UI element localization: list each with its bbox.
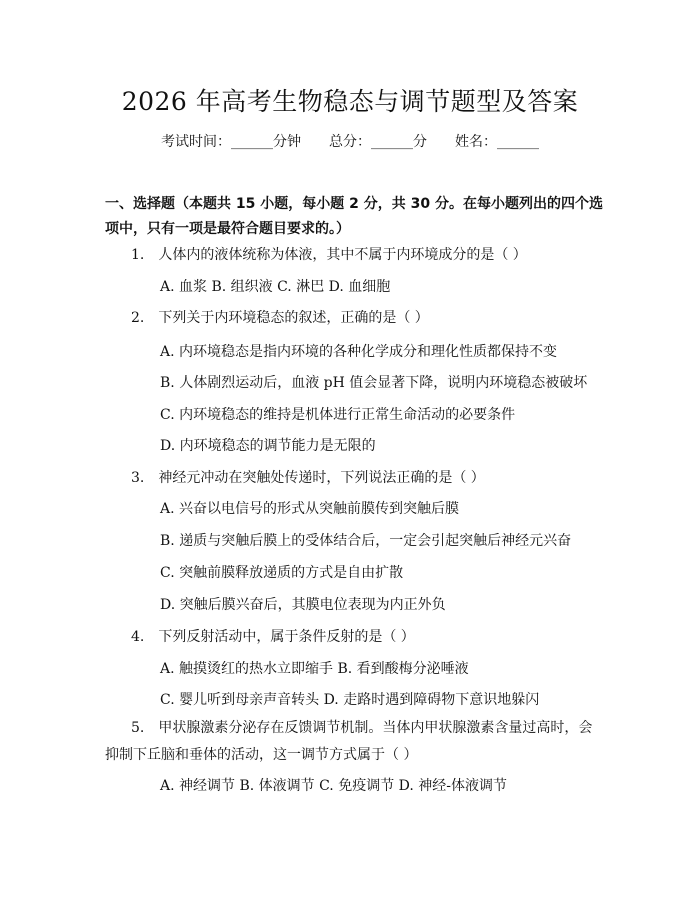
question-2-stem: 2. 下列关于内环境稳态的叙述，正确的是（ ） [131,310,429,326]
question-4-options-ab: A. 触摸烫红的热水立即缩手 B. 看到酸梅分泌唾液 [160,661,469,677]
question-4-stem: 4. 下列反射活动中，属于条件反射的是（ ） [131,629,415,645]
question-1-stem: 1. 人体内的液体统称为体液，其中不属于内环境成分的是（ ） [131,247,527,263]
question-2-option-d: D. 内环境稳态的调节能力是无限的 [160,438,376,454]
question-3-stem: 3. 神经元冲动在突触处传递时，下列说法正确的是（ ） [131,470,485,486]
question-3-option-b: B. 递质与突触后膜上的受体结合后，一定会引起突触后神经元兴奋 [160,533,572,549]
question-2-option-c: C. 内环境稳态的维持是机体进行正常生命活动的必要条件 [160,407,516,423]
question-3-option-d: D. 突触后膜兴奋后，其膜电位表现为内正外负 [160,597,446,613]
total-score-field: 总分：______分 [329,134,427,150]
question-5-options: A. 神经调节 B. 体液调节 C. 免疫调节 D. 神经-体液调节 [160,778,508,794]
question-5-stem: 5. 甲状腺激素分泌存在反馈调节机制。当体内甲状腺激素含量过高时，会抑制下丘脑和垂体的活动，这一调节方式属于（ ） [105,720,593,763]
exam-time-field: 考试时间：______分钟 [161,134,301,150]
student-name-field: 姓名：______ [455,134,539,150]
section-heading: 一、选择题（本题共 15 小题，每小题 2 分，共 30 分。在每小题列出的四个选项中，只有一项是最符合题目要求的。） [105,196,603,237]
question-2-option-b: B. 人体剧烈运动后，血液 pH 值会显著下降，说明内环境稳态被破坏 [160,375,588,391]
page-title: 2026 年高考生物稳态与调节题型及答案 [121,87,579,116]
exam-info-line [0,131,700,151]
question-1-options: A. 血浆 B. 组织液 C. 淋巴 D. 血细胞 [160,279,391,295]
question-3-option-a: A. 兴奋以电信号的形式从突触前膜传到突触后膜 [160,501,460,517]
question-3-option-c: C. 突触前膜释放递质的方式是自由扩散 [160,565,404,581]
question-4-options-cd: C. 婴儿听到母亲声音转头 D. 走路时遇到障碍物下意识地躲闪 [160,692,540,708]
question-2-option-a: A. 内环境稳态是指内环境的各种化学成分和理化性质都保持不变 [160,344,558,360]
